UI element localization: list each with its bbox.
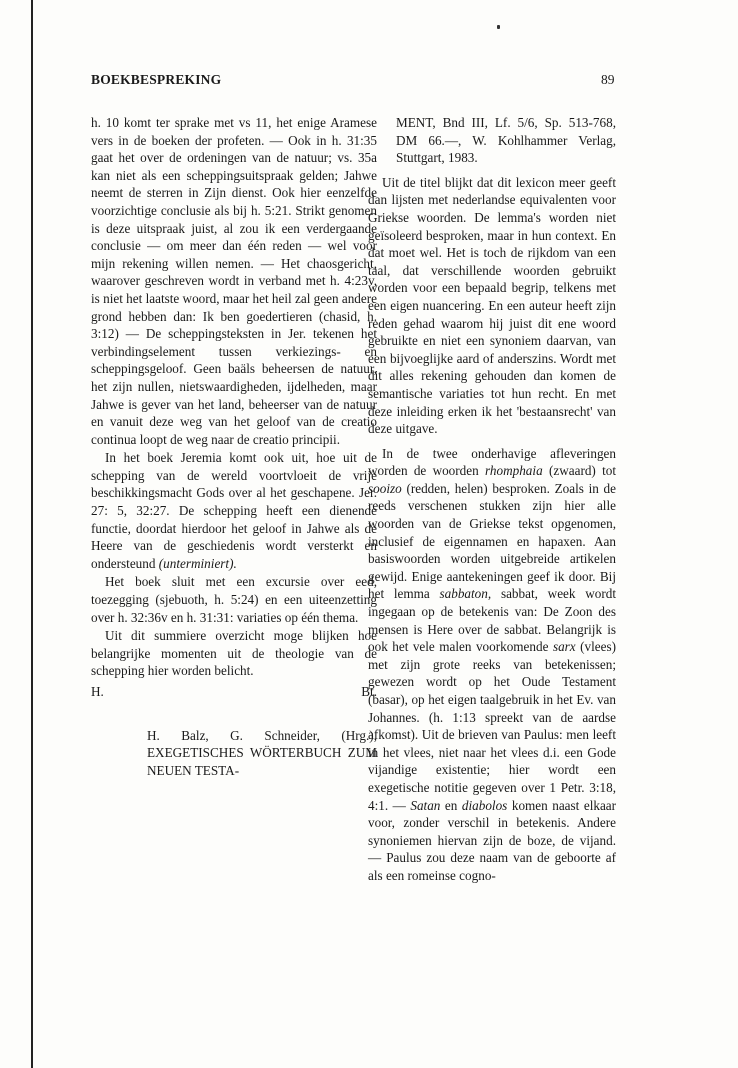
right-paragraph-1: Uit de titel blijkt dat dit lexicon meer geeft dan lijsten met nederlandse equivalenten voor Griekse woorden. De lemma's worden niet geïsoleerd besproken, maar in hun context. En dat moet wel. Het is toch de rijkdom van een taal, dat verschillende woorden gebruikt worden voor een bepaald begrip, telkens met een eigen nuancering. En een auteur heeft zijn reden gehad waarom hij juist dit ene woord gebruikte en niet een synoniem daarvan, van een bijvoeglijke aard of anderszins. Wordt met dit alles rekening gehouden dan komen de semantische variaties tot hun recht. En met deze inleiding erken ik het 'bestaansrecht' van deze uitgave. [368,174,616,437]
term-satan: Satan [410,797,441,813]
term-diabolos: diabolos [461,797,508,813]
right-paragraph-2-text-g: komen naast elkaar voor, zonder verschil in betekenis. Andere synoniemen hiervan zijn de boze, de vijand. — Paulus zou deze naam van de geboorte af als een romeinse cogno- [368,797,617,883]
left-paragraph-4: Uit dit summiere overzicht moge blijken hoe belangrijke momenten uit de theologie van de schepping hier worden belicht. [91,628,377,679]
left-paragraph-2-italic: (unterminiert). [158,555,237,571]
left-paragraph-1: h. 10 komt ter sprake met vs 11, het enige Aramese vers in de boeken der profeten. — Ook in h. 31:35 gaat het over de ordeningen van de natuur; vs. 35a kan niet als een scheppingsuitspraak gelden; Jahwe neemt de sterren in Zijn dienst. Ook hier eenzelfde voorzichtige conclusie als bij h. 5:21. Strikt genomen is deze uitspraak juist, al zou ik een verdergaande conclusie — om meer dan één reden — wel voor mijn rekening willen nemen. — Het chaosgericht, waarover geschreven wordt in verband met h. 4:23v, is niet het laatste woord, maar het heil zal geen andere grond hebben dan: Ik ben goedertieren (chasid, h. 3:12) — De scheppingsteksten in Jer. tekenen het verbindingselement tussen verkiezings- en scheppingsgeloof. Geen baäls beheersen de natuur, het zijn nullen, nietswaardigheden, ijdelheden, maar Jahwe is gever van het land, beheerser van de natuur en vanuit deze weg van het geloof van de creatio continua loopt de weg naar de creatio principii. [91,115,377,447]
left-paragraph-2-text: In het boek Jeremia komt ook uit, hoe uit de schepping van de wereld voortvloeit de vrije beschikkingsmacht Gods over al het geschapene. Jer. 27: 5, 32:27. De schepping heeft een dienende functie, doordat hierdoor het geloof in Jahwe als de Heere van de geschiedenis wordt versterkt en ondersteund [91,450,377,571]
right-paragraph-2-text-f: en [444,797,458,813]
right-paragraph-2-text-c: (redden, helen) besproken. Zoals in de reeds verschenen stukken zijn hier alle woorden van de Griekse tekst opgenomen, inclusief de eigennamen en hapaxen. Aan basiswoorden worden uitgebreide artikelen gewijd. Enige aantekeningen geef ik door. Bij het lemma [368,480,616,602]
term-sarx: sarx [552,639,576,655]
right-column [368,114,616,885]
right-paragraph-2-text-b: (zwaard) tot [548,463,617,479]
left-paragraph-3: Het boek sluit met een excursie over eed, toezegging (sjebuoth, h. 5:24) en een uiteenzetting over h. 32:36v en h. 31:31: variaties op één thema. [91,574,377,625]
left-paragraph-2 [91,449,377,572]
right-paragraph-2 [368,445,616,885]
running-head: BOEKBESPREKING [91,72,222,87]
review-signature [91,683,377,701]
book-reference: H. Balz, G. Schneider, (Hrg.), EXEGETISCHES WÖRTERBUCH ZUM NEUEN TESTA- [147,727,377,778]
signature-initials-right: Bt. [361,684,377,699]
page-binding-edge [31,0,33,1068]
page-number: 89 [601,72,615,87]
right-paragraph-2-text-a: In de twee onderhavige afleveringen worden de woorden [368,445,616,479]
term-sabbaton: sabbaton, [439,586,492,602]
signature-initial: H. [91,684,104,699]
left-column [91,114,377,779]
term-sooizo: sooizo [368,480,402,496]
book-reference-continued: MENT, Bnd III, Lf. 5/6, Sp. 513-768, DM 66.—, W. Kohlhammer Verlag, Stuttgart, 1983. [396,115,616,166]
term-rhomphaia: rhomphaia [485,463,543,479]
right-paragraph-2-text-e: (vlees) met zijn grote reeks van betekenissen; gewezen wordt op het Oude Testament (basar), op het eigen taalgebruik in het Ev. van Johannes. (h. 1:13 spreekt van de aardse afkomst). Uit de brieven van Paulus: men leeft in het vlees, niet naar het vlees d.i. een Gode vijandige existentie; hier wordt een exegetische notitie gegeven over 1 Petr. 3:18, 4:1. — [368,639,617,813]
right-paragraph-2-text-d: sabbat, week wordt ingegaan op de betekenis van: De Zoon des mensen is Here over de sabbat. Belangrijk is ook het vele malen voorkomende [368,586,617,655]
scan-speck [497,25,500,29]
